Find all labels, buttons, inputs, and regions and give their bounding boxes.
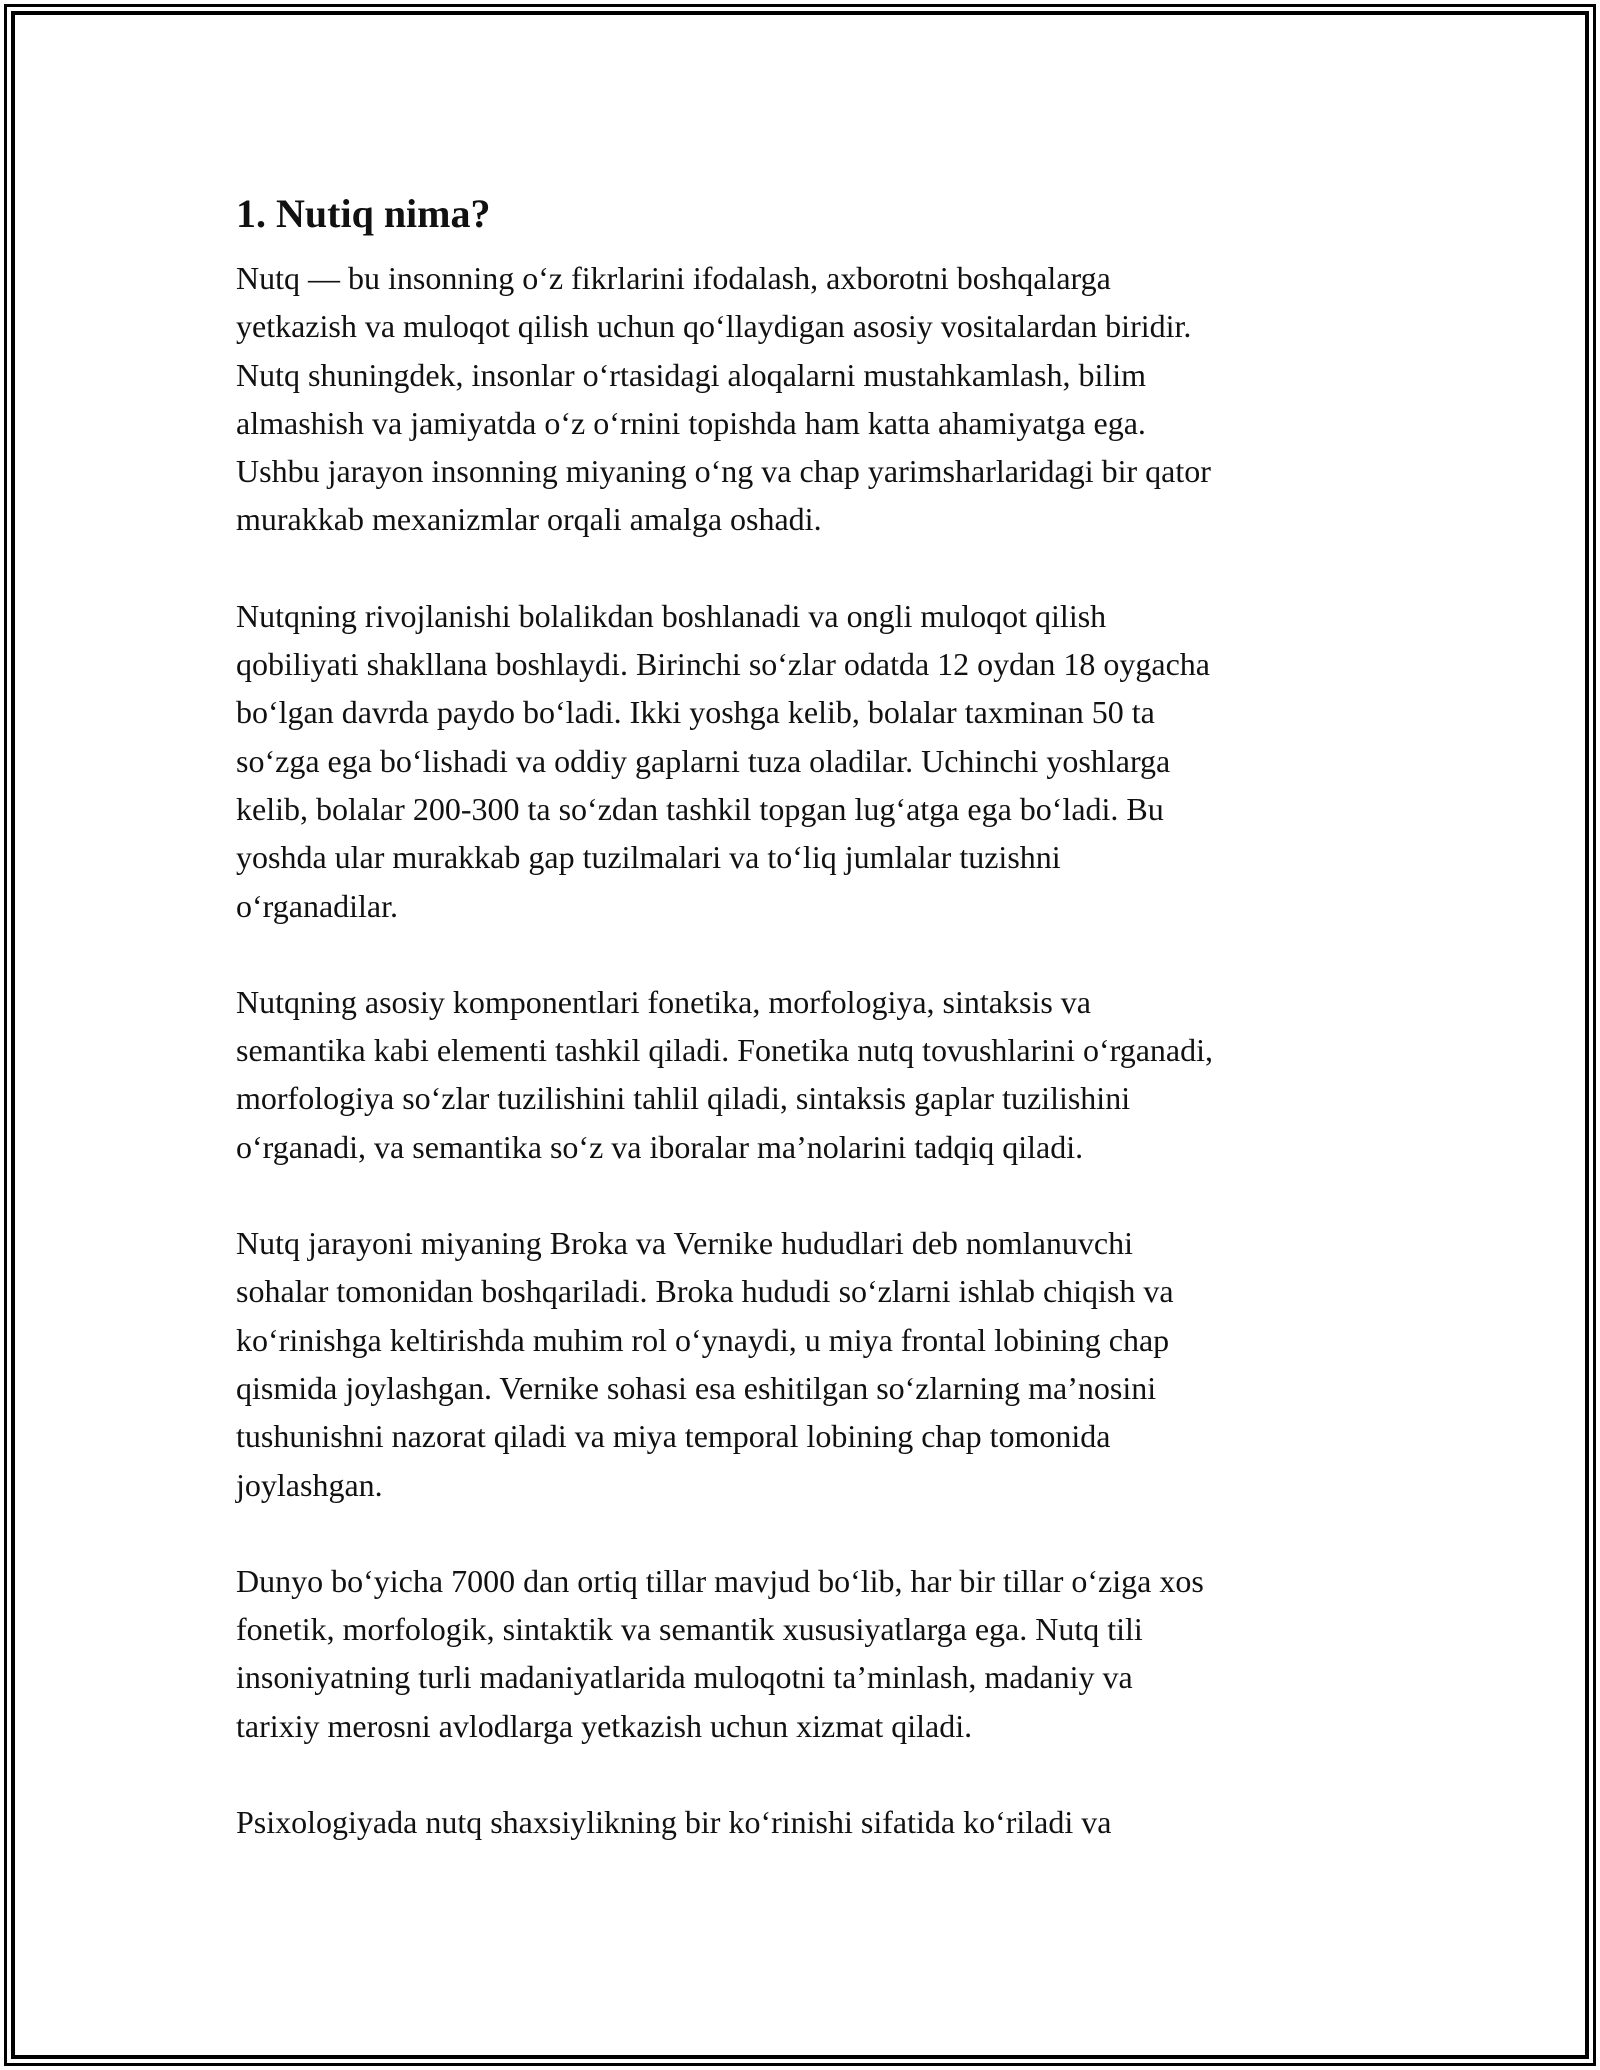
text-line: Nutq — bu insonning o‘z fikrlarini ifodalash, axborotni boshqalarga xyxy=(236,260,1111,296)
text-line: Nutqning asosiy komponentlari fonetika, morfologiya, sintaksis va xyxy=(236,983,1091,1020)
text-line: Dunyo bo‘yicha 7000 dan ortiq tillar mavjud bo‘lib, har bir tillar o‘ziga xos xyxy=(236,1562,1204,1599)
paragraph-1 xyxy=(236,254,1386,544)
text-line: semantika kabi elementi tashkil qiladi. Fonetika nutq tovushlarini o‘rganadi, xyxy=(236,1032,1213,1069)
text-line: Nutq jarayoni miyaning Broka va Vernike hududlari deb nomlanuvchi xyxy=(236,1225,1133,1262)
text-line: ko‘rinishga keltirishda muhim rol o‘ynaydi, u miya frontal lobining chap xyxy=(236,1321,1170,1358)
text-line: Ushbu jarayon insonning miyaning o‘ng va chap yarimsharlaridagi bir qator xyxy=(236,453,1211,490)
text-line: tushunishni nazorat qiladi va miya temporal lobining chap tomonida xyxy=(236,1418,1111,1455)
section-heading: 1. Nutiq nima? xyxy=(236,191,491,236)
text-line: o‘rganadi, va semantika so‘z va iboralar ma’nolarini tadqiq qiladi. xyxy=(236,1128,1084,1165)
text-line: almashish va jamiyatda o‘z o‘rnini topishda ham katta ahamiyatga ega. xyxy=(236,404,1146,441)
text-line: tarixiy merosni avlodlarga yetkazish uchun xizmat qiladi. xyxy=(236,1707,973,1744)
text-line: qobiliyati shakllana boshlaydi. Birinchi so‘zlar odatda 12 oydan 18 oygacha xyxy=(236,646,1210,683)
text-line: joylashgan. xyxy=(236,1466,383,1503)
text-line: insoniyatning turli madaniyatlarida muloqotni ta’minlash, madaniy va xyxy=(236,1659,1133,1696)
text-line: sohalar tomonidan boshqariladi. Broka hududi so‘zlarni ishlab chiqish va xyxy=(236,1273,1174,1310)
document-body xyxy=(236,186,1386,1894)
paragraph-5 xyxy=(236,1557,1386,1750)
text-line: kelib, bolalar 200-300 ta so‘zdan tashkil topgan lug‘atga ega bo‘ladi. Bu xyxy=(236,790,1164,827)
text-line: Psixologiyada nutq shaxsiylikning bir ko‘rinishi sifatida ko‘riladi va xyxy=(236,1804,1112,1841)
text-line: o‘rganadilar. xyxy=(236,887,399,924)
paragraph-3 xyxy=(236,978,1386,1171)
text-line: yetkazish va muloqot qilish uchun qo‘llaydigan asosiy vositalardan biridir. xyxy=(236,308,1192,345)
text-line: Nutq shuningdek, insonlar o‘rtasidagi aloqalarni mustahkamlash, bilim xyxy=(236,356,1147,393)
text-line: so‘zga ega bo‘lishadi va oddiy gaplarni tuza oladilar. Uchinchi yoshlarga xyxy=(236,742,1171,779)
paragraph-2 xyxy=(236,592,1386,930)
paragraph-4 xyxy=(236,1219,1386,1509)
text-line: morfologiya so‘zlar tuzilishini tahlil qiladi, sintaksis gaplar tuzilishini xyxy=(236,1080,1131,1117)
text-line: qismida joylashgan. Vernike sohasi esa eshitilgan so‘zlarning ma’nosini xyxy=(236,1369,1157,1406)
text-line: yoshda ular murakkab gap tuzilmalari va to‘liq jumlalar tuzishni xyxy=(236,839,1061,876)
text-line: bo‘lgan davrda paydo bo‘ladi. Ikki yoshga kelib, bolalar taxminan 50 ta xyxy=(236,694,1155,731)
text-line: fonetik, morfologik, sintaktik va semantik xususiyatlarga ega. Nutq tili xyxy=(236,1611,1143,1648)
paragraph-6 xyxy=(236,1798,1386,1846)
text-line: Nutqning rivojlanishi bolalikdan boshlanadi va ongli muloqot qilish xyxy=(236,597,1107,634)
text-line: murakkab mexanizmlar orqali amalga oshadi. xyxy=(236,501,822,538)
